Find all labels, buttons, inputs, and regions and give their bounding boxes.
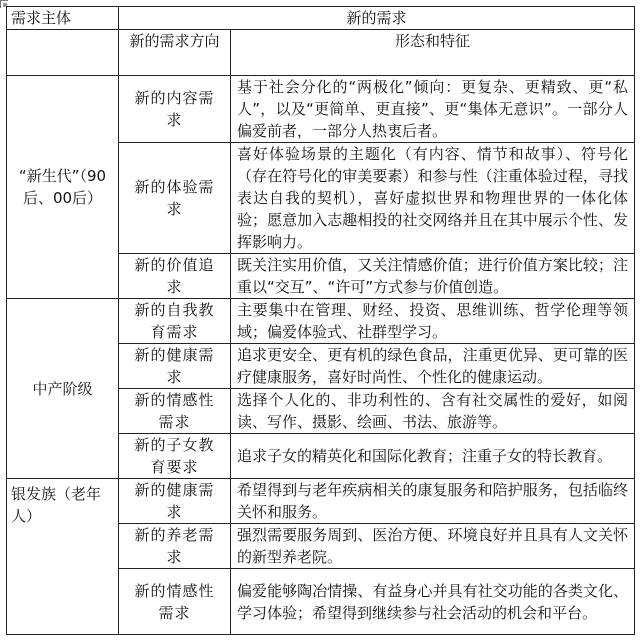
desc-cell: 主要集中在管理、财经、投资、思维训练、哲学伦理等领域；偏爱体验式、社群型学习。 — [231, 299, 635, 344]
desc-cell: 追求更安全、更有机的绿色食品，注重更优异、更可靠的医疗健康服务，喜好时尚性、个性化的健康运动。 — [231, 344, 635, 389]
header-form: 形态和特征 — [231, 30, 635, 76]
demand-table — [6, 6, 635, 635]
table-row — [7, 479, 635, 524]
direction-cell: 新的价值追求 — [119, 254, 231, 299]
direction-cell: 新的情感性需求 — [119, 389, 231, 434]
direction-cell: 新的子女教育要求 — [119, 434, 231, 479]
desc-cell: 希望得到与老年疾病相关的康复服务和陪护服务，包括临终关怀和服务。 — [231, 479, 635, 524]
direction-cell: 新的情感性需求 — [119, 569, 231, 635]
table-row — [7, 299, 635, 344]
desc-cell: 强烈需要服务周到、医治方便、环境良好并且具有人文关怀的新型养老院。 — [231, 524, 635, 569]
desc-cell: 喜好体验场景的主题化（有内容、情节和故事）、符号化（存在符号化的审美要素）和参与性（注重体验过程，寻找表达自我的契机），喜好虚拟世界和物理世界的一体化体验；愿意加入志趣相投的社交网络并且在其中展示个性、发挥影响力。 — [231, 143, 635, 254]
subheader-row — [7, 30, 635, 76]
header-direction: 新的需求方向 — [119, 30, 231, 76]
header-row — [7, 7, 635, 30]
desc-cell: 追求子女的精英化和国际化教育；注重子女的特长教育。 — [231, 434, 635, 479]
desc-cell: 偏爱能够陶冶情操、有益身心并具有社交功能的各类文化、学习体验；希望得到继续参与社会活动的机会和平台。 — [231, 569, 635, 635]
subheader-empty-cell — [7, 30, 119, 76]
direction-cell: 新的内容需求 — [119, 76, 231, 143]
group-name-silver-generation: 银发族（老年人） — [7, 479, 119, 635]
direction-cell: 新的自我教育需求 — [119, 299, 231, 344]
header-new-demand: 新的需求 — [119, 7, 635, 30]
direction-cell: 新的体验需求 — [119, 143, 231, 254]
desc-cell: 既关注实用价值，又关注情感价值；进行价值方案比较；注重以“交互”、“许可”方式参与价值创造。 — [231, 254, 635, 299]
desc-cell: 选择个人化的、非功利性的、含有社交属性的爱好，如阅读、写作、摄影、绘画、书法、旅游等。 — [231, 389, 635, 434]
header-subject: 需求主体 — [7, 7, 119, 30]
direction-cell: 新的健康需求 — [119, 479, 231, 524]
direction-cell: 新的健康需求 — [119, 344, 231, 389]
group-name-new-generation: “新生代”（90后、00后） — [7, 76, 119, 299]
direction-cell: 新的养老需求 — [119, 524, 231, 569]
desc-cell: 基于社会分化的“两极化”倾向：更复杂、更精致、更“私人”，以及“更简单、更直接”、更“集体无意识”。一部分人偏爱前者，一部分人热衷后者。 — [231, 76, 635, 143]
table-row — [7, 76, 635, 143]
group-name-middle-class: 中产阶级 — [7, 299, 119, 479]
